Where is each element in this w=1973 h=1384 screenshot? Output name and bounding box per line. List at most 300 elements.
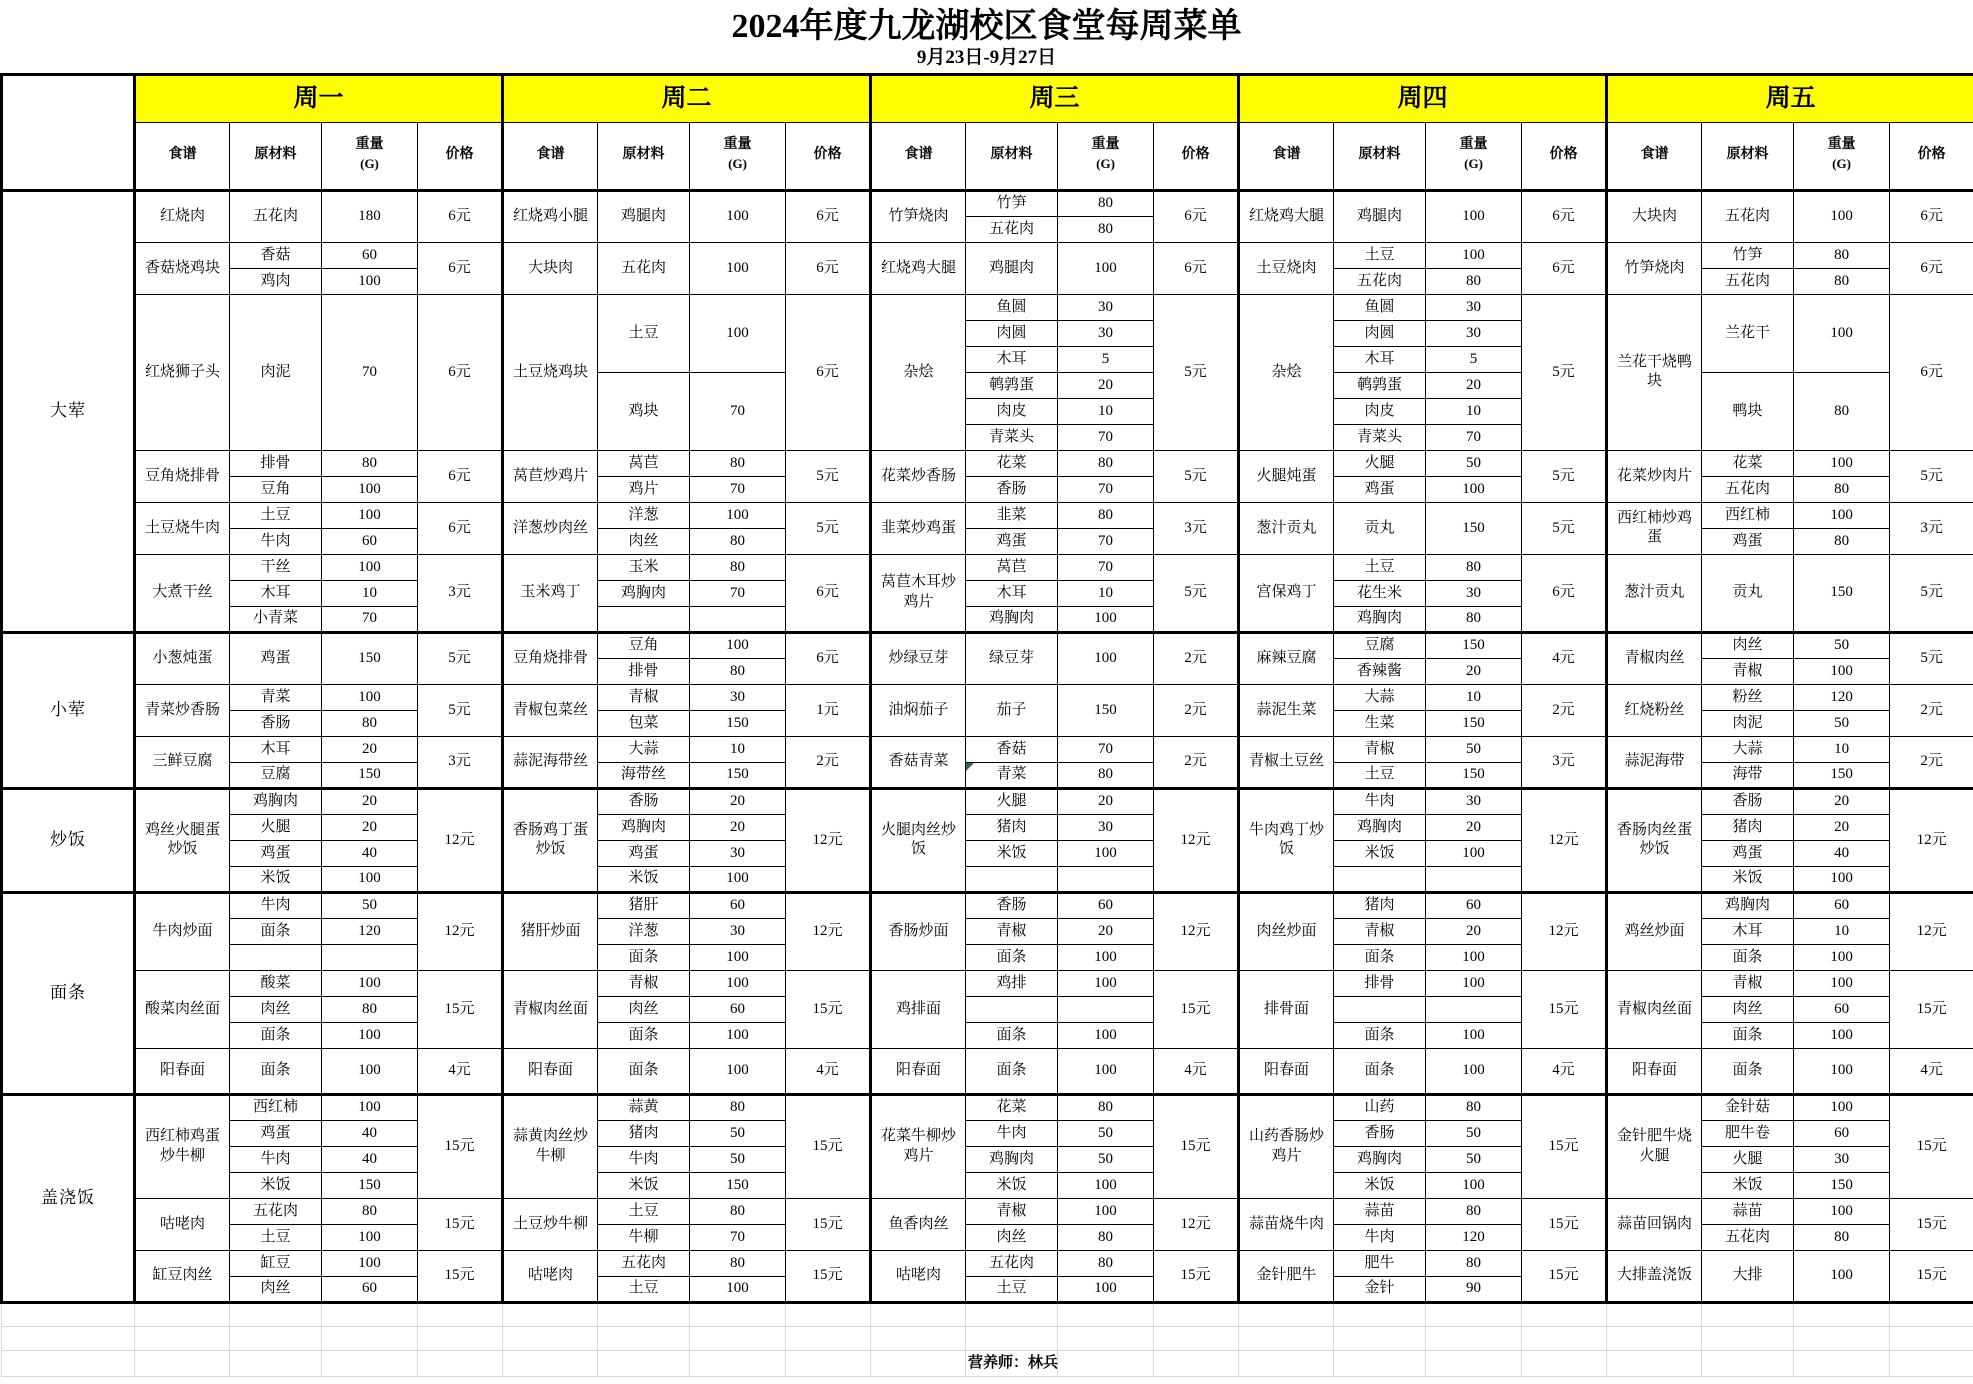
ingredient-cell: 五花肉	[966, 216, 1058, 242]
ingredient-cell: 鱼圆	[966, 294, 1058, 320]
price-cell: 4元	[1154, 1048, 1239, 1094]
weight-cell: 100	[1794, 1198, 1890, 1224]
weight-cell: 80	[690, 1198, 786, 1224]
ingredient-cell: 鸡蛋	[1702, 840, 1794, 866]
ingredient-cell: 猪肉	[1334, 892, 1426, 918]
weight-cell: 60	[1058, 892, 1154, 918]
weight-cell: 70	[690, 1224, 786, 1250]
weight-cell: 30	[1426, 580, 1522, 606]
weight-cell: 80	[1426, 1094, 1522, 1120]
price-cell: 6元	[786, 190, 871, 242]
weight-cell: 100	[690, 242, 786, 294]
price-cell: 15元	[786, 970, 871, 1048]
dish-cell: 香菇烧鸡块	[135, 242, 230, 294]
ingredient-cell: 鹌鹑蛋	[1334, 372, 1426, 398]
ingredient-cell: 米饭	[966, 1172, 1058, 1198]
ingredient-cell: 土豆	[230, 1224, 322, 1250]
price-cell: 2元	[1154, 684, 1239, 736]
ingredient-cell: 猪肝	[598, 892, 690, 918]
dish-cell: 青椒肉丝面	[1607, 970, 1702, 1048]
ingredient-cell: 面条	[1334, 1022, 1426, 1048]
weight-cell: 100	[1426, 1022, 1522, 1048]
ingredient-cell: 青椒	[598, 970, 690, 996]
weight-cell: 100	[1794, 190, 1890, 242]
weight-cell: 100	[1426, 970, 1522, 996]
ingredient-cell: 米饭	[230, 1172, 322, 1198]
weight-cell: 20	[1058, 788, 1154, 814]
weight-cell: 150	[1794, 1172, 1890, 1198]
ingredient-cell: 肉丝	[598, 996, 690, 1022]
empty-cell	[418, 1302, 503, 1326]
dish-cell: 金针肥牛	[1239, 1250, 1334, 1302]
weight-cell: 5	[1426, 346, 1522, 372]
ingredient-cell: 米饭	[598, 866, 690, 892]
weight-cell: 100	[322, 866, 418, 892]
ingredient-cell: 鸡胸肉	[230, 788, 322, 814]
weight-cell: 100	[1426, 1048, 1522, 1094]
ingredient-cell: 莴苣	[966, 554, 1058, 580]
empty-cell	[135, 1350, 230, 1376]
ingredient-cell: 鸡胸肉	[598, 580, 690, 606]
page-title: 2024年度九龙湖校区食堂每周菜单	[731, 8, 1242, 45]
weight-cell: 100	[322, 1022, 418, 1048]
weight-cell: 100	[1058, 1048, 1154, 1094]
dish-cell: 竹笋烧肉	[871, 190, 966, 242]
ingredient-cell: 花生米	[1334, 580, 1426, 606]
weight-cell: 80	[1794, 372, 1890, 450]
price-cell: 5元	[786, 502, 871, 554]
weight-cell: 150	[1426, 710, 1522, 736]
ingredient-cell: 肉泥	[230, 294, 322, 450]
ingredient-cell: 鸡蛋	[1702, 528, 1794, 554]
dish-cell: 花菜炒肉片	[1607, 450, 1702, 502]
ingredient-cell: 青椒	[1334, 918, 1426, 944]
weight-cell: 150	[690, 1172, 786, 1198]
price-cell: 2元	[1890, 736, 1973, 788]
weight-cell: 80	[1794, 528, 1890, 554]
ingredient-cell: 香肠	[1702, 788, 1794, 814]
price-cell: 12元	[1890, 892, 1973, 970]
weight-cell: 80	[1426, 1250, 1522, 1276]
weight-cell: 150	[690, 710, 786, 736]
ingredient-cell: 鸡胸肉	[966, 1146, 1058, 1172]
weight-cell	[1426, 996, 1522, 1022]
ingredient-cell: 粉丝	[1702, 684, 1794, 710]
weight-cell: 100	[1426, 190, 1522, 242]
ingredient-cell: 牛肉	[966, 1120, 1058, 1146]
ingredient-cell: 青椒	[966, 918, 1058, 944]
ingredient-cell: 豆腐	[1334, 632, 1426, 658]
ingredient-cell: 香肠	[230, 710, 322, 736]
nutritionist-note: 营养师：林兵	[966, 1350, 1058, 1376]
ingredient-cell: 肉丝	[230, 1276, 322, 1302]
price-cell: 2元	[1522, 684, 1607, 736]
weight-cell: 70	[690, 580, 786, 606]
weight-cell: 20	[1426, 918, 1522, 944]
weight-cell: 30	[690, 840, 786, 866]
price-cell: 6元	[1522, 242, 1607, 294]
empty-cell	[1702, 1326, 1794, 1350]
dish-cell: 小葱炖蛋	[135, 632, 230, 684]
weight-cell	[1426, 866, 1522, 892]
dish-cell: 阳春面	[1239, 1048, 1334, 1094]
weight-cell: 150	[1058, 684, 1154, 736]
ingredient-cell: 土豆	[1334, 554, 1426, 580]
dish-cell: 土豆烧肉	[1239, 242, 1334, 294]
weight-cell: 10	[322, 580, 418, 606]
weight-cell: 70	[690, 476, 786, 502]
ingredient-cell: 面条	[966, 944, 1058, 970]
weight-cell: 100	[1058, 1172, 1154, 1198]
empty-cell	[786, 1326, 871, 1350]
empty-cell	[1607, 1350, 1702, 1376]
ingredient-cell: 莴苣	[598, 450, 690, 476]
ingredient-cell	[230, 944, 322, 970]
price-cell: 15元	[1890, 1250, 1973, 1302]
ingredient-cell: 面条	[1702, 944, 1794, 970]
weight-cell: 50	[690, 1120, 786, 1146]
ingredient-cell: 面条	[598, 1048, 690, 1094]
weight-cell: 100	[1794, 1048, 1890, 1094]
empty-cell	[1426, 1302, 1522, 1326]
dish-cell: 蒜泥海带	[1607, 736, 1702, 788]
weight-cell: 80	[690, 1250, 786, 1276]
weight-cell: 100	[1794, 1094, 1890, 1120]
dish-cell: 豆角烧排骨	[503, 632, 598, 684]
ingredient-cell: 鸡胸肉	[1702, 892, 1794, 918]
weight-cell: 40	[322, 840, 418, 866]
dish-cell: 洋葱炒肉丝	[503, 502, 598, 554]
dish-cell: 大煮干丝	[135, 554, 230, 632]
weight-cell	[690, 606, 786, 632]
dish-cell: 阳春面	[135, 1048, 230, 1094]
weight-cell: 100	[1058, 1276, 1154, 1302]
weight-cell: 30	[1058, 320, 1154, 346]
ingredient-cell: 木耳	[966, 580, 1058, 606]
ingredient-cell: 面条	[230, 1022, 322, 1048]
weight-cell: 80	[1426, 606, 1522, 632]
ingredient-cell: 土豆	[230, 502, 322, 528]
weight-cell: 50	[690, 1146, 786, 1172]
weight-cell: 80	[1426, 1198, 1522, 1224]
weight-cell: 20	[322, 788, 418, 814]
empty-cell	[1607, 1326, 1702, 1350]
price-cell: 4元	[418, 1048, 503, 1094]
weight-cell: 100	[1058, 606, 1154, 632]
weight-cell: 100	[1058, 970, 1154, 996]
weight-cell: 80	[322, 1198, 418, 1224]
ingredient-cell: 韭菜	[966, 502, 1058, 528]
date-range: 9月23日-9月27日	[916, 47, 1057, 69]
weight-cell: 10	[690, 736, 786, 762]
weight-cell: 10	[1426, 398, 1522, 424]
weight-cell: 80	[690, 528, 786, 554]
ingredient-cell: 花菜	[966, 450, 1058, 476]
dish-cell: 山药香肠炒鸡片	[1239, 1094, 1334, 1198]
ingredient-cell: 鸡胸肉	[1334, 606, 1426, 632]
price-cell: 15元	[418, 1094, 503, 1198]
ingredient-cell: 青椒	[966, 1198, 1058, 1224]
ingredient-cell: 面条	[1702, 1022, 1794, 1048]
ingredient-cell: 山药	[1334, 1094, 1426, 1120]
empty-cell	[1334, 1326, 1426, 1350]
empty-cell	[230, 1326, 322, 1350]
ingredient-cell: 五花肉	[1702, 1224, 1794, 1250]
ingredient-cell: 鸡腿肉	[1334, 190, 1426, 242]
weight-cell: 20	[690, 814, 786, 840]
ingredient-cell: 蒜苗	[1334, 1198, 1426, 1224]
price-cell: 6元	[1522, 554, 1607, 632]
ingredient-cell: 小青菜	[230, 606, 322, 632]
weight-cell: 80	[1058, 216, 1154, 242]
weight-cell: 100	[690, 190, 786, 242]
price-cell: 5元	[418, 632, 503, 684]
weight-cell: 100	[322, 554, 418, 580]
weight-cell: 100	[1058, 944, 1154, 970]
weight-cell: 60	[322, 1276, 418, 1302]
weight-cell: 100	[1426, 1172, 1522, 1198]
dish-cell: 蒜黄肉丝炒牛柳	[503, 1094, 598, 1198]
weight-cell: 80	[1058, 502, 1154, 528]
price-cell: 12元	[1154, 788, 1239, 892]
price-cell: 12元	[786, 892, 871, 970]
ingredient-cell: 肉泥	[1702, 710, 1794, 736]
weight-cell	[1058, 996, 1154, 1022]
ingredient-cell: 排骨	[230, 450, 322, 476]
ingredient-cell: 绿豆芽	[966, 632, 1058, 684]
ingredient-cell: 包菜	[598, 710, 690, 736]
weight-cell: 80	[1426, 268, 1522, 294]
ingredient-cell: 青椒	[1702, 658, 1794, 684]
dish-cell: 大排盖浇饭	[1607, 1250, 1702, 1302]
weight-cell: 70	[1426, 424, 1522, 450]
ingredient-cell: 土豆	[598, 1276, 690, 1302]
ingredient-cell: 五花肉	[1702, 268, 1794, 294]
category-cell: 面条	[2, 892, 135, 1094]
weight-cell: 100	[1794, 970, 1890, 996]
weight-cell: 100	[1058, 242, 1154, 294]
col-header-ingredient: 原材料	[598, 122, 690, 190]
dish-cell: 青椒肉丝	[1607, 632, 1702, 684]
empty-cell	[1794, 1350, 1890, 1376]
ingredient-cell: 花菜	[966, 1094, 1058, 1120]
weight-cell: 180	[322, 190, 418, 242]
ingredient-cell: 花菜	[1702, 450, 1794, 476]
price-cell: 15元	[1154, 1250, 1239, 1302]
empty-cell	[1154, 1326, 1239, 1350]
dish-cell: 火腿肉丝炒饭	[871, 788, 966, 892]
weight-cell: 60	[1794, 892, 1890, 918]
col-header-weight: 重量 (G)	[322, 122, 418, 190]
empty-cell	[690, 1350, 786, 1376]
empty-cell	[966, 1302, 1058, 1326]
price-cell: 15元	[418, 1198, 503, 1250]
ingredient-cell: 米饭	[598, 1172, 690, 1198]
ingredient-cell: 五花肉	[230, 1198, 322, 1224]
weight-cell: 50	[1426, 450, 1522, 476]
price-cell: 6元	[1154, 242, 1239, 294]
empty-cell	[598, 1350, 690, 1376]
ingredient-cell: 洋葱	[598, 502, 690, 528]
empty-cell	[2, 1302, 135, 1326]
dish-cell: 金针肥牛烧火腿	[1607, 1094, 1702, 1198]
weight-cell: 60	[322, 528, 418, 554]
price-cell: 15元	[418, 970, 503, 1048]
weight-cell: 70	[1058, 554, 1154, 580]
ingredient-cell: 牛肉	[230, 528, 322, 554]
ingredient-cell: 面条	[1334, 1048, 1426, 1094]
ingredient-cell: 香肠	[966, 476, 1058, 502]
price-cell: 4元	[1522, 632, 1607, 684]
dish-cell: 葱汁贡丸	[1607, 554, 1702, 632]
col-header-price: 价格	[418, 122, 503, 190]
category-cell: 小荤	[2, 632, 135, 788]
dish-cell: 杂烩	[871, 294, 966, 450]
weight-cell: 60	[690, 996, 786, 1022]
dish-cell: 红烧狮子头	[135, 294, 230, 450]
dish-cell: 鸡排面	[871, 970, 966, 1048]
ingredient-cell: 茄子	[966, 684, 1058, 736]
col-header-ingredient: 原材料	[230, 122, 322, 190]
weight-cell: 70	[1058, 528, 1154, 554]
ingredient-cell: 青菜头	[1334, 424, 1426, 450]
ingredient-cell: 面条	[230, 1048, 322, 1094]
col-header-weight: 重量 (G)	[1058, 122, 1154, 190]
dish-cell: 蒜苗烧牛肉	[1239, 1198, 1334, 1250]
empty-cell	[2, 1350, 135, 1376]
ingredient-cell: 鸡胸肉	[1334, 1146, 1426, 1172]
weight-cell: 120	[322, 918, 418, 944]
empty-cell	[1890, 1302, 1973, 1326]
price-cell: 15元	[1522, 1094, 1607, 1198]
col-header-ingredient: 原材料	[1702, 122, 1794, 190]
dish-cell: 莴苣木耳炒鸡片	[871, 554, 966, 632]
empty-cell	[690, 1326, 786, 1350]
weight-cell: 50	[1058, 1120, 1154, 1146]
weight-cell: 10	[1058, 580, 1154, 606]
weight-cell: 100	[1426, 476, 1522, 502]
price-cell: 15元	[1522, 1198, 1607, 1250]
ingredient-cell: 干丝	[230, 554, 322, 580]
ingredient-cell: 猪肉	[598, 1120, 690, 1146]
price-cell: 2元	[1890, 684, 1973, 736]
col-header-ingredient: 原材料	[966, 122, 1058, 190]
ingredient-cell: 大排	[1702, 1250, 1794, 1302]
col-header-price: 价格	[1890, 122, 1973, 190]
price-cell: 6元	[1890, 190, 1973, 242]
ingredient-cell: 香肠	[1334, 1120, 1426, 1146]
weight-cell: 70	[1058, 476, 1154, 502]
weight-cell: 100	[1058, 840, 1154, 866]
price-cell: 5元	[1890, 632, 1973, 684]
empty-cell	[1426, 1350, 1522, 1376]
dish-cell: 花菜炒香肠	[871, 450, 966, 502]
price-cell: 3元	[1522, 736, 1607, 788]
price-cell: 5元	[1154, 554, 1239, 632]
weight-cell: 150	[690, 762, 786, 788]
weight-unit-label: (G)	[728, 156, 747, 172]
empty-cell	[1239, 1350, 1334, 1376]
price-cell: 5元	[1154, 294, 1239, 450]
empty-cell	[690, 1302, 786, 1326]
ingredient-cell: 香辣酱	[1334, 658, 1426, 684]
ingredient-cell: 鹌鹑蛋	[966, 372, 1058, 398]
weight-cell: 20	[322, 736, 418, 762]
price-cell: 6元	[418, 502, 503, 554]
dish-cell: 牛肉鸡丁炒饭	[1239, 788, 1334, 892]
ingredient-cell: 鸡胸肉	[1334, 814, 1426, 840]
price-cell: 12元	[1890, 788, 1973, 892]
ingredient-cell: 鸡蛋	[1334, 476, 1426, 502]
dish-cell: 土豆炒牛柳	[503, 1198, 598, 1250]
weight-cell	[322, 944, 418, 970]
weight-cell: 100	[1426, 840, 1522, 866]
weight-cell: 120	[1794, 684, 1890, 710]
ingredient-cell: 土豆	[598, 294, 690, 372]
dish-cell: 韭菜炒鸡蛋	[871, 502, 966, 554]
empty-cell	[503, 1350, 598, 1376]
dish-cell: 咕咾肉	[503, 1250, 598, 1302]
dish-cell: 阳春面	[503, 1048, 598, 1094]
price-cell: 2元	[1154, 632, 1239, 684]
weight-cell: 100	[1058, 1198, 1154, 1224]
dish-cell: 葱汁贡丸	[1239, 502, 1334, 554]
price-cell: 5元	[1522, 294, 1607, 450]
ingredient-cell: 面条	[230, 918, 322, 944]
weight-cell: 80	[322, 710, 418, 736]
price-cell: 6元	[418, 450, 503, 502]
dish-cell: 土豆烧牛肉	[135, 502, 230, 554]
weight-cell: 100	[1058, 632, 1154, 684]
empty-cell	[230, 1350, 322, 1376]
ingredient-cell: 木耳	[230, 580, 322, 606]
weight-cell: 50	[1794, 710, 1890, 736]
dish-cell: 杂烩	[1239, 294, 1334, 450]
empty-cell	[503, 1326, 598, 1350]
price-cell: 3元	[418, 554, 503, 632]
ingredient-cell: 火腿	[230, 814, 322, 840]
empty-cell	[1334, 1302, 1426, 1326]
weight-cell: 100	[322, 268, 418, 294]
weight-cell: 60	[1794, 1120, 1890, 1146]
day-header-4: 周四	[1239, 74, 1607, 122]
weight-cell: 120	[1426, 1224, 1522, 1250]
price-cell: 5元	[1890, 450, 1973, 502]
weight-unit-label: (G)	[1096, 156, 1115, 172]
empty-cell	[871, 1350, 966, 1376]
weight-cell: 100	[1794, 450, 1890, 476]
ingredient-cell: 青菜	[966, 762, 1058, 788]
weight-cell: 20	[1058, 372, 1154, 398]
weight-cell: 150	[1426, 502, 1522, 554]
ingredient-cell: 青椒	[1702, 970, 1794, 996]
weight-cell: 30	[690, 918, 786, 944]
price-cell: 6元	[786, 554, 871, 632]
empty-cell	[1890, 1350, 1973, 1376]
price-cell: 12元	[1522, 788, 1607, 892]
weight-cell: 40	[1794, 840, 1890, 866]
weight-cell: 100	[690, 632, 786, 658]
empty-cell	[1702, 1350, 1794, 1376]
ingredient-cell: 肉皮	[1334, 398, 1426, 424]
dish-cell: 玉米鸡丁	[503, 554, 598, 632]
price-cell: 15元	[1154, 1094, 1239, 1198]
weight-unit-label: (G)	[1464, 156, 1483, 172]
price-cell: 6元	[418, 294, 503, 450]
empty-cell	[598, 1302, 690, 1326]
ingredient-cell: 面条	[598, 1022, 690, 1048]
dish-cell: 三鲜豆腐	[135, 736, 230, 788]
